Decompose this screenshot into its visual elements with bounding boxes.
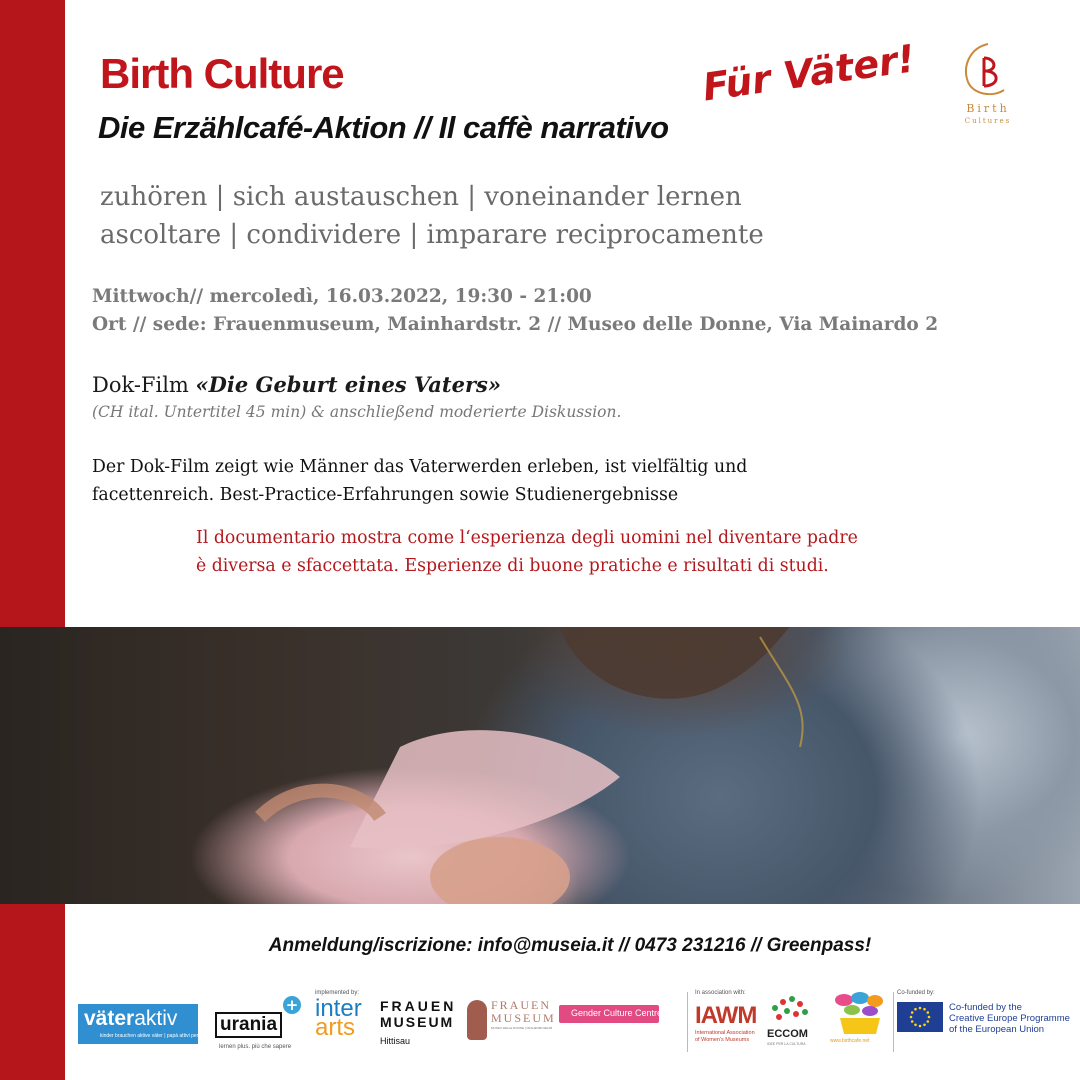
gender-culture-centre-logo (559, 1005, 663, 1023)
interarts-label: implemented by: (315, 990, 360, 996)
iawm-line2: of Women's Museums (695, 1037, 750, 1043)
birthcafe-logo (830, 990, 890, 1050)
fm-meran-line2: MUSEUM (491, 1011, 556, 1025)
contact-info: Anmeldung/iscrizione: info@museia.it // 0473 231216 // Greenpass! (268, 935, 872, 956)
eu-flag-icon (897, 1002, 943, 1032)
page-subtitle: Die Erzählcafé-Aktion // Il caffè narrativo (98, 110, 669, 145)
description-de-line-1: Der Dok-Film zeigt wie Männer das Vaterwerden erleben, ist vielfältig und (92, 457, 748, 477)
sponsor-separator (687, 992, 688, 1052)
birth-cultures-logo (948, 40, 1028, 130)
event-date: Mittwoch// mercoledì, 16.03.2022, 19:30 - 21:00 (92, 286, 592, 307)
photo-illustration (0, 627, 1080, 904)
eccom-logo (765, 994, 815, 1054)
fm-hittisau-line1: FRAUEN (380, 998, 457, 1014)
interarts-line1: inter (315, 995, 362, 1022)
eccom-tree-icon (765, 994, 815, 1024)
tagline-de: zuhören | sich austauschen | voneinander lernen (100, 182, 742, 212)
eu-line2: Creative Europe Programme (949, 1013, 1070, 1024)
birthcafe-cup-icon (830, 990, 890, 1038)
birthcafe-url: www.birthcafe.net (830, 1038, 870, 1044)
interarts-line2: arts (315, 1014, 356, 1041)
film-heading (92, 372, 501, 397)
fm-hittisau-line3: Hittisau (380, 1036, 411, 1046)
iawm-line1: International Association (695, 1030, 755, 1036)
gender-culture-centre-name: Gender Culture Centre (571, 1008, 663, 1018)
left-red-bar (0, 0, 65, 1080)
father-with-newborn-photo (0, 627, 1080, 904)
vaeteraktiv-name-b: aktiv (134, 1007, 178, 1030)
eccom-tagline: IDEE PER LA CULTURA (767, 1042, 806, 1046)
logo-text-cultures: Cultures (964, 117, 1012, 125)
vaeteraktiv-logo (78, 1004, 220, 1044)
fuer-vaeter-label: Für Väter! (700, 36, 918, 110)
event-location: Ort // sede: Frauenmuseum, Mainhardstr. 2 // Museo delle Donne, Via Mainardo 2 (92, 314, 939, 335)
tagline-it: ascoltare | condividere | imparare reciprocamente (100, 220, 764, 250)
urania-tagline: lernen plus. più che sapere (219, 1044, 292, 1050)
sponsor-logos (75, 990, 1075, 1060)
fm-meran-figure-icon (467, 1000, 487, 1040)
iawm-name: IAWM (695, 1002, 757, 1029)
eccom-name: ECCOM (767, 1028, 808, 1040)
eu-label: Co-funded by: (897, 990, 935, 996)
page-title: Birth Culture (100, 50, 344, 97)
fm-meran-line1: FRAUEN (491, 998, 552, 1012)
vaeteraktiv-name-a: väter (84, 1007, 135, 1030)
film-subtitle: (CH ital. Untertitel 45 min) & anschließend moderierte Diskussion. (92, 403, 622, 421)
fm-meran-line3: MUSEO DELLE DONNE | FRAUENMUSEUM (491, 1026, 553, 1030)
iawm-label: In association with: (695, 990, 746, 996)
fm-hittisau-line2: MUSEUM (380, 1014, 455, 1030)
birth-cultures-logo-mark (948, 40, 1028, 102)
description-it-line-2: è diversa e sfaccettata. Esperienze di buone pratiche e risultati di studi. (196, 556, 829, 576)
logo-text-birth: Birth (966, 102, 1010, 115)
frauenmuseum-meran-logo (467, 998, 557, 1048)
eu-stars-icon (897, 1002, 943, 1032)
iawm-logo (695, 990, 767, 1054)
eu-line1: Co-funded by the (949, 1002, 1022, 1013)
description-it-line-1: Il documentario mostra come l‘esperienza degli uomini nel diventare padre (196, 528, 858, 548)
film-title: «Die Geburt eines Vaters» (195, 372, 501, 397)
interarts-logo (315, 990, 379, 1054)
urania-logo (215, 996, 303, 1054)
eu-cofunded-logo (897, 990, 1073, 1054)
eu-line3: of the European Union (949, 1024, 1045, 1035)
frauenmuseum-hittisau-logo (380, 998, 466, 1054)
sponsor-separator-2 (893, 992, 894, 1052)
urania-name: urania (215, 1012, 282, 1038)
urania-plus-icon: + (283, 996, 301, 1014)
vaeteraktiv-tagline: kinder brauchen aktive väter | papà attivi per i bambini (100, 1033, 220, 1039)
film-prefix: Dok-Film (92, 373, 196, 397)
description-de-line-2: facettenreich. Best-Practice-Erfahrungen sowie Studienergebnisse (92, 485, 679, 505)
